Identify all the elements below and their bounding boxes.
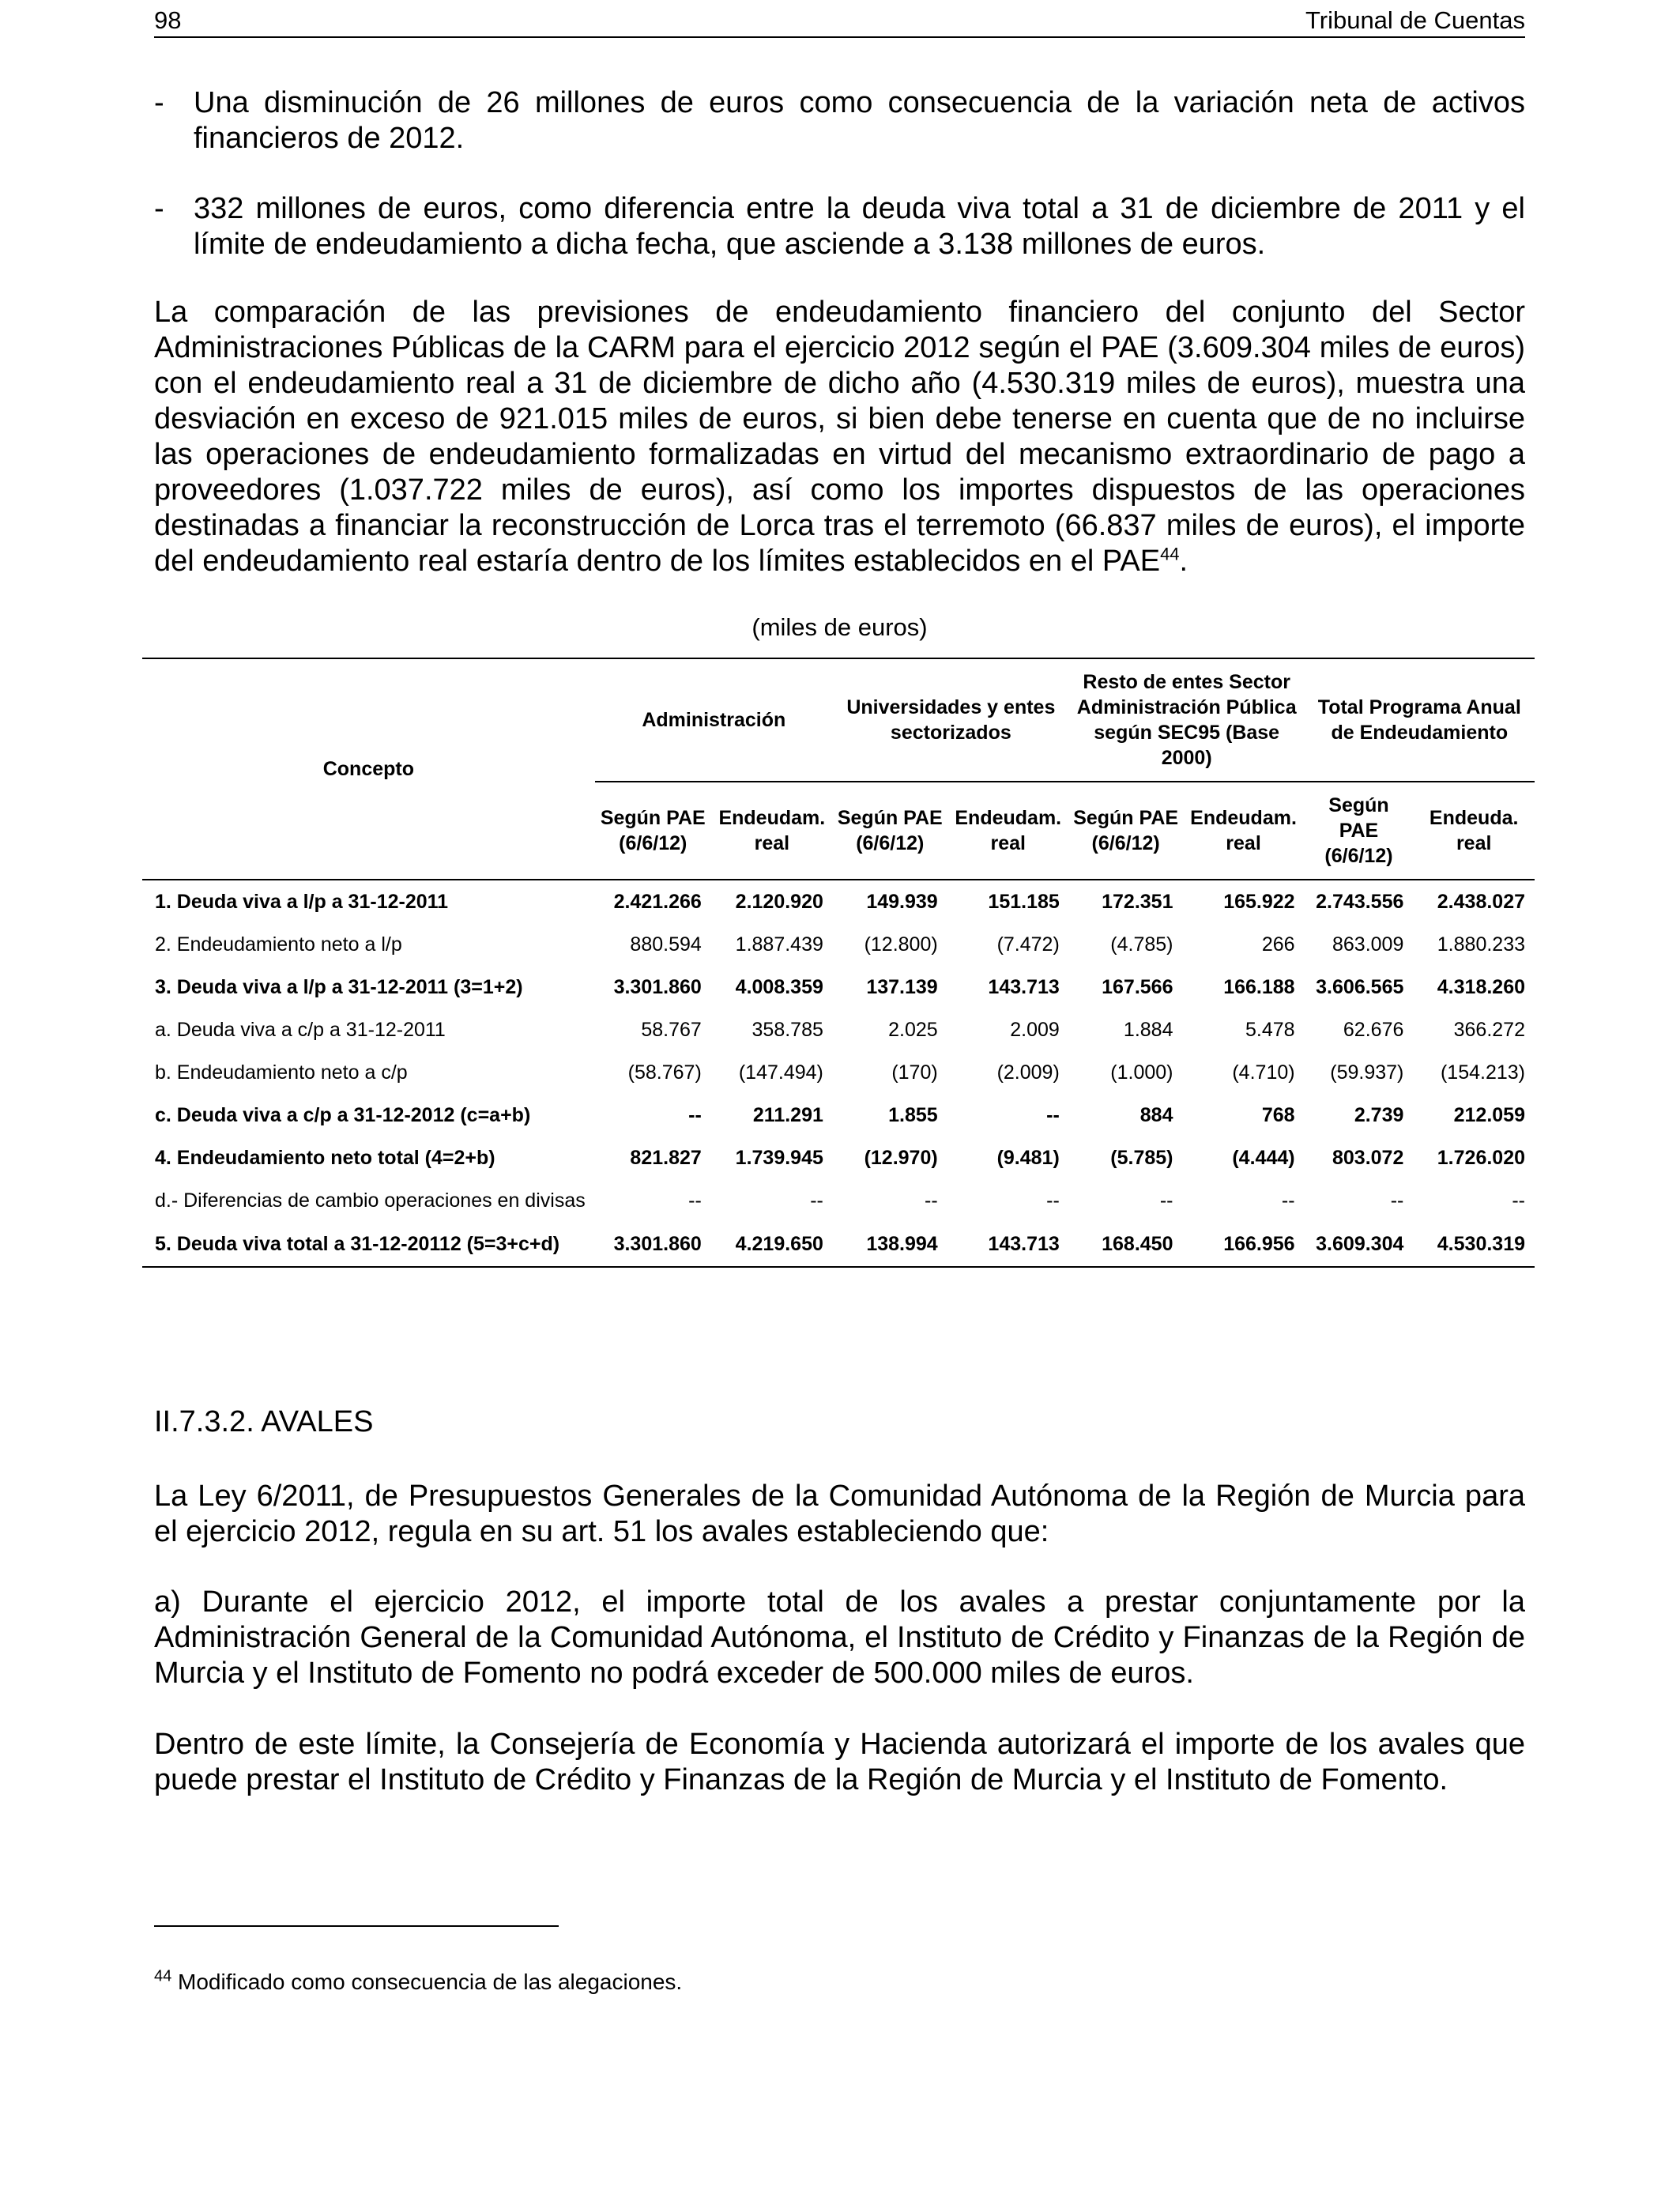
group-header-total-programa: Total Programa Anual de Endeudamiento <box>1305 658 1535 782</box>
footnote-separator <box>154 1925 559 1927</box>
page-header <box>154 5 1525 38</box>
table-cell: 149.939 <box>866 890 938 913</box>
section-title: II.7.3.2. AVALES <box>154 1405 374 1438</box>
subheader-endeudam-real: Endeudam. real <box>711 782 833 880</box>
paragraph-end: . <box>1179 545 1188 578</box>
table-cell: (4.444) <box>1232 1146 1295 1169</box>
table-cell: 166.188 <box>1223 975 1295 998</box>
table-cell: -- <box>688 1103 702 1126</box>
table-cell: (4.710) <box>1232 1061 1295 1084</box>
table-cell: 4.219.650 <box>735 1232 823 1255</box>
table-cell: 2.025 <box>888 1018 938 1041</box>
table-cell: (4.785) <box>1110 933 1173 956</box>
table-cell: 211.291 <box>752 1103 823 1126</box>
table-cell: (7.472) <box>996 933 1060 956</box>
paragraph-law: La Ley 6/2011, de Presupuestos Generales de la Comunidad Autónoma de la Región de Murcia para el ejercicio 2012, regula en su art. 51 los avales estableciendo que: <box>154 1480 1525 1548</box>
organization-name: Tribunal de Cuentas <box>1305 6 1525 34</box>
table-cell: 358.785 <box>751 1018 823 1041</box>
paragraph-text: La comparación de las previsiones de endeudamiento financiero del conjunto del Sector Administraciones Públicas de la CARM para el ejercicio 2012 según el PAE (3.609.304 miles de euros) con el endeudamiento real a 31 de diciembre de dicho año (4.530.319 miles de euros), muestra una desviación en exceso de 921.015 miles de euros, si bien debe tenerse en cuenta que de no incluirse las operaciones de endeudamiento formalizadas en virtud del mecanismo extraordinario de pago a proveedores (1.037.722 miles de euros), así como los importes dispuestos de las operaciones destinadas a financiar la reconstrucción de Lorca tras el terremoto (66.837 miles de euros), el importe del endeudamiento real estaría dentro de los límites establecidos en el PAE <box>154 296 1525 578</box>
page-number: 98 <box>154 6 182 34</box>
table-cell: (2.009) <box>996 1061 1060 1084</box>
row-label: a. Deuda viva a c/p a 31-12-2011 <box>155 1018 446 1041</box>
table-cell: (170) <box>891 1061 938 1084</box>
row-label: 5. Deuda viva total a 31-12-20112 (5=3+c+d) <box>155 1232 560 1255</box>
table-cell: 167.566 <box>1102 975 1173 998</box>
table-cell: 3.301.860 <box>613 975 702 998</box>
paragraph-limit: a) Durante el ejercicio 2012, el importe total de los avales a prestar conjuntamente por la Administración General de la Comunidad Autónoma, el Instituto de Crédito y Finanzas de la Región de Murcia y el Instituto de Fomento no podrá exceder de 500.000 miles de euros. <box>154 1585 1525 1690</box>
table-cell: (9.481) <box>996 1146 1060 1169</box>
table-group-header-row <box>142 658 1535 782</box>
table-cell: 2.438.027 <box>1437 890 1525 913</box>
table-cell: 884 <box>1139 1103 1173 1126</box>
table-cell: 2.739 <box>1354 1103 1404 1126</box>
table-cell: 5.478 <box>1245 1018 1295 1041</box>
row-label: c. Deuda viva a c/p a 31-12-2012 (c=a+b) <box>155 1103 531 1126</box>
table-cell: 166.956 <box>1223 1232 1295 1255</box>
table-row <box>142 880 1535 923</box>
row-label: 2. Endeudamiento neto a l/p <box>155 933 402 956</box>
subheader-segun-pae: Según PAE (6/6/12) <box>595 782 711 880</box>
table-cell: -- <box>1281 1189 1295 1212</box>
bullet-text: 332 millones de euros, como diferencia entre la deuda viva total a 31 de diciembre de 2011 y el límite de endeudamiento a dicha fecha, que asciende a 3.138 millones de euros. <box>194 192 1525 261</box>
table-cell: 768 <box>1261 1103 1295 1126</box>
subheader-endeudam-real: Endeudam. real <box>947 782 1069 880</box>
subheader-segun-pae: Según PAE (6/6/12) <box>1069 782 1183 880</box>
table-cell: -- <box>1512 1189 1525 1212</box>
table-cell: -- <box>1390 1189 1404 1212</box>
table-cell: 143.713 <box>988 1232 1060 1255</box>
footnote <box>154 1966 682 1998</box>
table-cell: 168.450 <box>1102 1232 1173 1255</box>
bullet-item <box>154 191 1525 262</box>
table-body <box>142 880 1535 1267</box>
table-cell: 880.594 <box>630 933 702 956</box>
table-cell: 2.421.266 <box>613 890 702 913</box>
table-cell: 212.059 <box>1453 1103 1525 1126</box>
footnote-number: 44 <box>154 1967 172 1985</box>
subheader-segun-pae: Según PAE (6/6/12) <box>833 782 947 880</box>
table-cell: 1.726.020 <box>1437 1146 1525 1169</box>
table-cell: 1.739.945 <box>735 1146 823 1169</box>
table-cell: 1.884 <box>1123 1018 1173 1041</box>
table-cell: 165.922 <box>1223 890 1295 913</box>
table-cell: 366.272 <box>1453 1018 1525 1041</box>
table-row <box>142 923 1535 966</box>
table-cell: 4.008.359 <box>735 975 823 998</box>
table-cell: -- <box>688 1189 702 1212</box>
table-cell: 137.139 <box>866 975 938 998</box>
table-row <box>142 1051 1535 1094</box>
table-cell: 3.609.304 <box>1316 1232 1404 1255</box>
row-label: 1. Deuda viva a l/p a 31-12-2011 <box>155 890 449 913</box>
column-header-concept: Concepto <box>142 658 595 880</box>
bullet-dash: - <box>154 192 164 225</box>
table-cell: 151.185 <box>988 890 1060 913</box>
table-cell: 3.301.860 <box>613 1232 702 1255</box>
table-cell: 143.713 <box>988 975 1060 998</box>
table-row <box>142 966 1535 1008</box>
table-cell: -- <box>925 1189 938 1212</box>
table-cell: -- <box>1046 1189 1060 1212</box>
footnote-reference: 44 <box>1160 544 1180 564</box>
table-cell: (147.494) <box>738 1061 823 1084</box>
table-row <box>142 1179 1535 1222</box>
table-cell: 2.009 <box>1010 1018 1060 1041</box>
table-cell: 821.827 <box>630 1146 702 1169</box>
paragraph-authorization: Dentro de este límite, la Consejería de Economía y Hacienda autorizará el importe de los avales que puede prestar el Instituto de Crédito y Finanzas de la Región de Murcia y el Instituto de Fomento. <box>154 1728 1525 1796</box>
group-header-administracion: Administración <box>595 658 833 782</box>
table-cell: 2.743.556 <box>1316 890 1404 913</box>
table-cell: (12.970) <box>864 1146 938 1169</box>
table-cell: 58.767 <box>641 1018 702 1041</box>
table-cell: 803.072 <box>1332 1146 1404 1169</box>
table-cell: -- <box>810 1189 823 1212</box>
debt-table <box>142 658 1535 1268</box>
table-row <box>142 1008 1535 1051</box>
table-cell: (58.767) <box>627 1061 702 1084</box>
group-header-universidades: Universidades y entes sectorizados <box>833 658 1069 782</box>
bullet-dash: - <box>154 86 164 119</box>
group-header-resto-entes: Resto de entes Sector Administración Pública según SEC95 (Base 2000) <box>1069 658 1305 782</box>
bullet-item <box>154 85 1525 156</box>
table-cell: (1.000) <box>1110 1061 1173 1084</box>
table-cell: (5.785) <box>1110 1146 1173 1169</box>
table-units: (miles de euros) <box>751 613 928 641</box>
footnote-text: Modificado como consecuencia de las alegaciones. <box>178 1970 683 1994</box>
subheader-endeuda-real: Endeuda. real <box>1413 782 1535 880</box>
row-label: 4. Endeudamiento neto total (4=2+b) <box>155 1146 495 1169</box>
table-cell: (154.213) <box>1440 1061 1525 1084</box>
table-cell: 2.120.920 <box>735 890 823 913</box>
row-label: b. Endeudamiento neto a c/p <box>155 1061 408 1084</box>
row-label: d.- Diferencias de cambio operaciones en divisas <box>155 1189 586 1212</box>
table-cell: (59.937) <box>1330 1061 1404 1084</box>
bullet-text: Una disminución de 26 millones de euros como consecuencia de la variación neta de activos financieros de 2012. <box>194 86 1525 155</box>
table-cell: -- <box>1159 1189 1173 1212</box>
table-cell: 172.351 <box>1102 890 1173 913</box>
paragraph-deviation <box>154 295 1525 579</box>
table-row <box>142 1094 1535 1137</box>
table-cell: -- <box>1046 1103 1060 1126</box>
table-cell: 863.009 <box>1332 933 1404 956</box>
table-cell: 4.530.319 <box>1437 1232 1525 1255</box>
subheader-segun-pae: Según PAE (6/6/12) <box>1305 782 1414 880</box>
table-row <box>142 1222 1535 1267</box>
subheader-endeudam-real: Endeudam. real <box>1182 782 1304 880</box>
table-cell: 1.887.439 <box>735 933 823 956</box>
table-cell: 1.855 <box>888 1103 938 1126</box>
row-label: 3. Deuda viva a l/p a 31-12-2011 (3=1+2) <box>155 975 523 998</box>
table-cell: 266 <box>1261 933 1295 956</box>
table-cell: 3.606.565 <box>1316 975 1404 998</box>
table-cell: 4.318.260 <box>1437 975 1525 998</box>
table-cell: 1.880.233 <box>1437 933 1525 956</box>
table-row <box>142 1137 1535 1179</box>
table-cell: (12.800) <box>864 933 938 956</box>
table-cell: 138.994 <box>866 1232 938 1255</box>
table-cell: 62.676 <box>1343 1018 1404 1041</box>
